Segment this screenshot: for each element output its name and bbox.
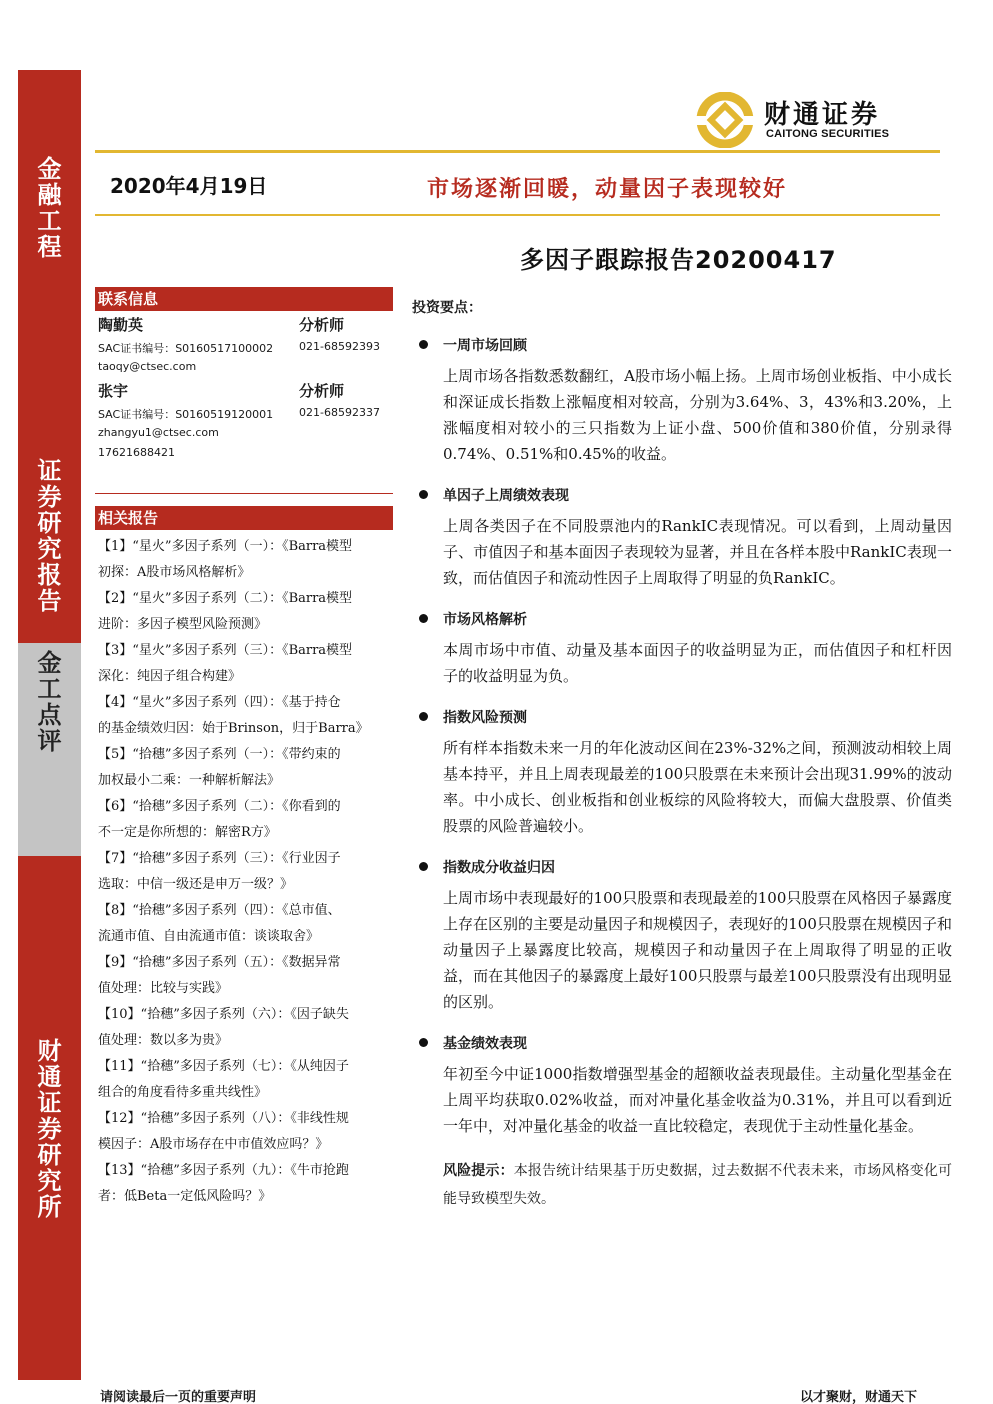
analyst-name-row (95, 311, 393, 337)
bullet-dot-icon (419, 862, 428, 871)
section-heading (412, 857, 952, 885)
key-points-column (412, 297, 952, 1213)
section-heading-text: 基金绩效表现 (443, 1036, 527, 1052)
related-report-line: 的基金绩效归因：始于Brinson，归于Barra》 (98, 721, 369, 736)
section-body: 上周市场中表现最好的100只股票和表现最差的100只股票在风格因子暴露度上存在区别的主要是动量因子和规模因子，表现好的100只股票在规模因子和动量因子上暴露度比较高，规模因子和动量因子在上周取得了明显的正收益，而在其他因子的暴露度上最好100只股票与最差100只股票没有出现明显的区别。 (443, 889, 952, 1011)
sidebar-label-institute: 财通证券研究所 (37, 1036, 62, 1221)
bullet-dot-icon (419, 1038, 428, 1047)
analyst-phone: 021-68592337 (299, 406, 380, 419)
analyst-mobile-row (95, 443, 393, 463)
logo-name-en: CAITONG SECURITIES (766, 128, 890, 140)
bullet-dot-icon (419, 712, 428, 721)
analyst-cert: SAC证书编号：S0160519120001 (98, 408, 274, 421)
related-report-line: 初探：A股市场风格解析》 (98, 565, 251, 580)
related-report-line: 者：低Beta一定低风险吗？》 (98, 1189, 272, 1204)
analyst-email[interactable]: zhangyu1@ctsec.com (98, 426, 219, 439)
risk-note (412, 1157, 952, 1213)
related-report-line: 不一定是你所想的：解密R方》 (98, 825, 277, 840)
analyst-email-row (95, 423, 393, 443)
analyst-name-row (95, 377, 393, 403)
contact-divider (95, 493, 393, 494)
related-report-line: 模因子：A股市场存在中市值效应吗？》 (98, 1137, 329, 1152)
section-heading-text: 指数成分收益归因 (443, 860, 555, 876)
footer-disclaimer: 请阅读最后一页的重要声明 (100, 1390, 257, 1404)
risk-text: 本报告统计结果基于历史数据，过去数据不代表未来，市场风格变化可能导致模型失效。 (443, 1163, 953, 1207)
analyst-cert-row (95, 403, 393, 423)
bullet-dot-icon (419, 490, 428, 499)
logo-name-cn: 财通证券 (764, 100, 881, 130)
logo-emblem-icon (694, 92, 756, 148)
section-body: 所有样本指数未来一月的年化波动区间在23%-32%之间，预测波动相较上周基本持平，并且上周表现最差的100只股票在未来预计会出现31.99%的波动率。中小成长、创业板指和创业板综的风险将较大，而偏大盘股票、价值类股票的风险普遍较小。 (443, 739, 952, 835)
related-report-line: 【1】“星火”多因子系列（一）：《Barra模型 (98, 539, 353, 554)
section-heading (412, 609, 952, 637)
related-report-line: 值处理：数以多为贵》 (98, 1033, 229, 1048)
analyst-name: 陶勤英 (98, 316, 144, 334)
related-report-line: 【9】“拾穗”多因子系列（五）：《数据异常 (98, 955, 341, 970)
section-heading-text: 指数风险预测 (443, 710, 527, 726)
related-report-line: 【5】“拾穗”多因子系列（一）：《带约束的 (98, 747, 341, 762)
company-logo (694, 92, 924, 148)
section-heading (412, 707, 952, 735)
related-report-line: 【10】“拾穗”多因子系列（六）：《因子缺失 (98, 1007, 349, 1022)
contact-heading: 联系信息 (95, 287, 393, 311)
related-report-line: 深化：纯因子组合构建》 (98, 669, 242, 684)
section-heading (412, 1033, 952, 1061)
analyst-title: 分析师 (299, 382, 345, 400)
sidebar-label-column: 金工点评 (37, 648, 62, 755)
related-report-line: 【6】“拾穗”多因子系列（二）：《你看到的 (98, 799, 341, 814)
section-body: 上周市场各指数悉数翻红，A股市场小幅上扬。上周市场创业板指、中小成长和深证成长指数上涨幅度相对较高，分别为3.64%、3，43%和3.20%，上涨幅度相对较小的三只指数为上证小盘、500价值和380价值，分别录得0.74%、0.51%和0.45%的收益。 (443, 367, 952, 463)
analyst-block (95, 311, 393, 377)
report-date: 2020年4月19日 (110, 174, 268, 198)
analyst-cert-row (95, 337, 393, 357)
related-report-line: 选取：中信一级还是申万一级？》 (98, 877, 294, 892)
section-heading (412, 485, 952, 513)
analyst-title: 分析师 (299, 316, 345, 334)
analyst-mobile: 17621688421 (98, 446, 175, 459)
key-points-sections (412, 335, 952, 1139)
related-report-line: 组合的角度看待多重共线性》 (98, 1085, 268, 1100)
sidebar-band (18, 70, 81, 1380)
related-report-line: 【12】“拾穗”多因子系列（八）：《非线性规 (98, 1111, 349, 1126)
risk-label: 风险提示： (443, 1163, 514, 1179)
sidebar-label-report-type: 证券研究报告 (37, 456, 62, 615)
section-heading-text: 单因子上周绩效表现 (443, 488, 569, 504)
related-report-line: 流通市值、自由流通市值：谈谈取舍》 (98, 929, 320, 944)
section-heading (412, 335, 952, 363)
report-title: 多因子跟踪报告20200417 (520, 246, 837, 274)
related-report-line: 【3】“星火”多因子系列（三）：《Barra模型 (98, 643, 353, 658)
related-report-line: 进阶：多因子模型风险预测》 (98, 617, 268, 632)
report-headline: 市场逐渐回暖，动量因子表现较好 (427, 176, 788, 202)
footer-slogan: 以才聚财，财通天下 (800, 1390, 918, 1404)
related-report-line: 【7】“拾穗”多因子系列（三）：《行业因子 (98, 851, 341, 866)
bullet-dot-icon (419, 614, 428, 623)
analyst-name: 张宇 (98, 382, 129, 400)
section-heading-text: 一周市场回顾 (443, 338, 527, 354)
related-report-line: 【8】“拾穗”多因子系列（四）：《总市值、 (98, 903, 341, 918)
header-rule-top (95, 150, 940, 153)
analyst-cert: SAC证书编号：S0160517100002 (98, 342, 274, 355)
related-heading: 相关报告 (95, 506, 393, 530)
section-body: 上周各类因子在不同股票池内的RankIC表现情况。可以看到，上周动量因子、市值因子和基本面因子表现较为显著，并且在各样本股中RankIC表现一致，而估值因子和流动性因子上周取得了明显的负RankIC。 (443, 517, 952, 587)
section-body: 本周市场中市值、动量及基本面因子的收益明显为正，而估值因子和杠杆因子的收益明显为负。 (443, 641, 952, 685)
bullet-dot-icon (419, 340, 428, 349)
section-heading-text: 市场风格解析 (443, 612, 527, 628)
analyst-email-row (95, 357, 393, 377)
analyst-phone: 021-68592393 (299, 340, 380, 353)
related-report-line: 【2】“星火”多因子系列（二）：《Barra模型 (98, 591, 353, 606)
section-body: 年初至今中证1000指数增强型基金的超额收益表现最佳。主动量化型基金在上周平均获取0.02%收益，而对冲量化基金收益为0.31%，并且可以看到近一年中，对冲量化基金的收益一直比较稳定，表现优于主动性量化基金。 (443, 1065, 952, 1135)
related-report-line: 值处理：比较与实践》 (98, 981, 229, 996)
related-report-line: 加权最小二乘：一种解析解法》 (98, 773, 281, 788)
related-report-line: 【13】“拾穗”多因子系列（九）：《牛市抢跑 (98, 1163, 349, 1178)
key-points-label: 投资要点： (412, 300, 482, 316)
related-report-line: 【11】“拾穗”多因子系列（七）：《从纯因子 (98, 1059, 349, 1074)
header-rule-bottom (95, 214, 940, 216)
related-report-list (95, 534, 393, 1210)
analyst-block (95, 377, 393, 463)
sidebar-label-category: 金融工程 (37, 154, 62, 261)
related-report-line: 【4】“星火”多因子系列（四）：《基于持仓 (98, 695, 341, 710)
left-column (95, 287, 393, 1210)
analyst-email[interactable]: taoqy@ctsec.com (98, 360, 197, 373)
